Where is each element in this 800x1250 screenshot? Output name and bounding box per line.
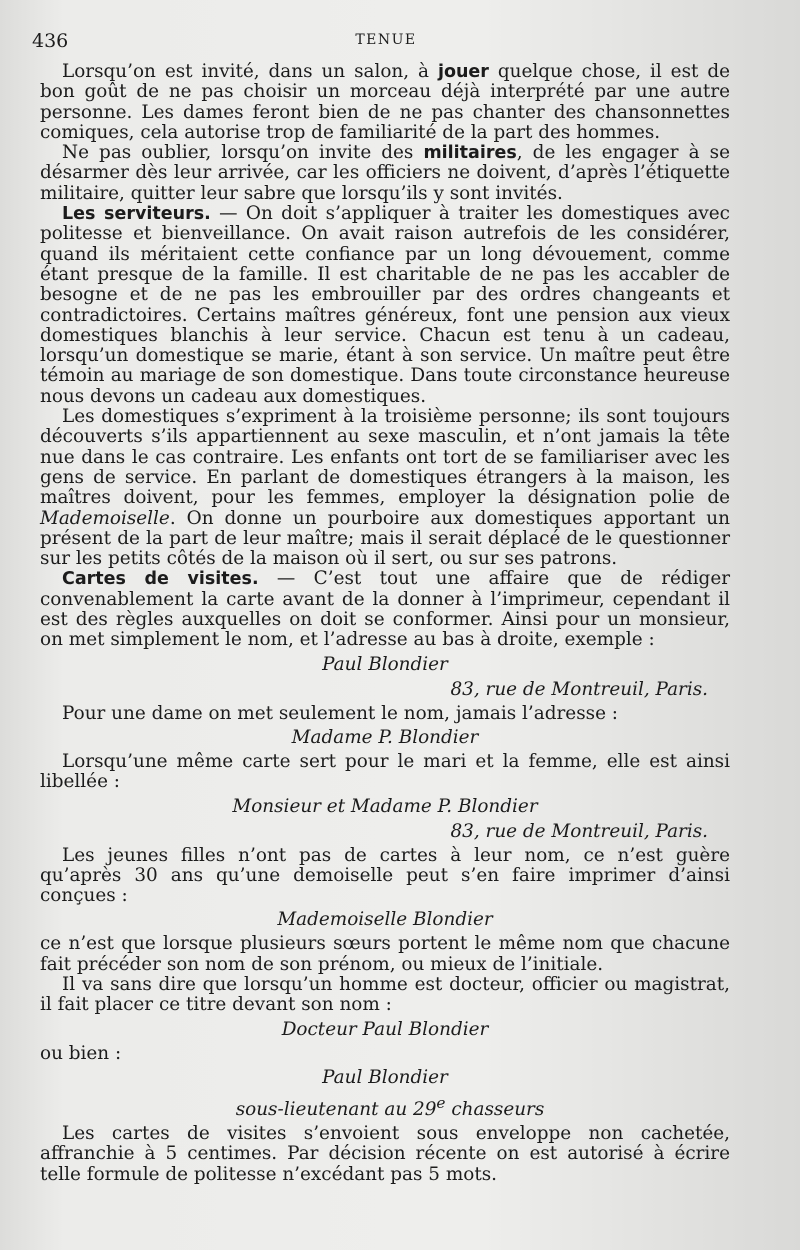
keyword-jouer: jouer — [437, 62, 489, 82]
page-number: 436 — [32, 30, 69, 52]
paragraph-domestiques — [40, 407, 730, 569]
italic-mademoiselle: Mademoiselle — [40, 507, 170, 529]
body-text — [40, 62, 730, 1185]
example-madame: Madame P. Blondier — [291, 726, 479, 748]
paragraph-serviteurs — [40, 204, 730, 407]
paragraph-docteur: Il va sans dire que lorsqu’un homme est docteur, officier ou magistrat, il fait placer ce titre devant son nom : — [40, 973, 730, 1016]
paragraph-jeunes-filles: Les jeunes filles n’ont pas de cartes à leur nom, ce n’est guère qu’après 30 ans qu’une demoiselle peut s’en faire imprimer d’ainsi conçues : — [40, 844, 730, 907]
section-heading-serviteurs: Les serviteurs. — [62, 204, 211, 225]
paragraph-mari-femme: Lorsqu’une même carte sert pour le mari et la femme, elle est ainsi libellée : — [40, 750, 730, 793]
example-couple-address: 83, rue de Montreuil, Paris. — [450, 820, 708, 842]
text-run: Lorsqu’on est invité, dans un salon, à — [62, 61, 438, 82]
example-docteur: Docteur Paul Blondier — [281, 1018, 489, 1040]
superscript: e — [436, 1093, 446, 1112]
page-header — [32, 30, 740, 54]
text-run: chasseurs — [445, 1099, 545, 1120]
paragraph-cartes — [40, 569, 730, 650]
paragraph-ou-bien: ou bien : — [40, 1042, 122, 1064]
paragraph-soeurs: ce n’est que lorsque plusieurs sœurs portent le même nom que chacune fait précéder son nom de son prénom, ou mieux de l’initiale. — [40, 933, 730, 975]
text-run: — C’est tout une affaire que de rédiger convenablement la carte avant de la donner à l’imprimeur, cependant il est des règles auxquelles on doit se conformer. Ainsi pour un monsieur, on met simplement le nom, et l’adresse au bas à droite, exemple : — [40, 568, 730, 651]
example-couple: Monsieur et Madame P. Blondier — [232, 795, 538, 817]
text-run: Les domestiques s’expriment à la troisième personne; ils sont toujours découverts s’ils appartiennent au sexe masculin, et n’ont jamais la tête nue dans le cas contraire. Les enfants ont tort de se familiariser avec les gens de service. En parlant de domestiques étrangers à la maison, les maîtres doivent, pour les femmes, employer la désignation polie de — [40, 406, 730, 509]
text-run: — On doit s’appliquer à traiter les domestiques avec politesse et bienveillance. On avait raison autrefois de les considérer, quand ils méritaient cette confiance par un long dévouement, comme étant presque de la famille. Il est charitable de ne pas les accabler de besogne et de ne pas les embrouiller par des ordres changeants et contradictoires. Certains maîtres généreux, font une pension aux vieux domestiques blanchis à leur service. Chacun est tenu à un cadeau, lorsqu’un domestique se marie, étant à son service. Un maître peut être témoin au mariage de son domestique. Dans toute circonstance heureuse nous devons un cadeau aux domestiques. — [40, 203, 730, 407]
text-run: , de les engager à se désarmer dès leur arrivée, car les officiers ne doivent, d’après l’étiquette militaire, quitter leur sabre que lorsqu’ils y sont invités. — [40, 142, 730, 204]
example-lieutenant-title — [40, 1092, 730, 1121]
example-name: Paul Blondier — [322, 653, 448, 675]
paragraph-militaires — [40, 143, 730, 204]
paragraph-dame: Pour une dame on met seulement le nom, jamais l’adresse : — [62, 702, 618, 724]
section-heading-cartes: Cartes de visites. — [62, 569, 259, 590]
example-address: 83, rue de Montreuil, Paris. — [450, 678, 708, 700]
text-run: sous-lieutenant au 29 — [235, 1099, 437, 1120]
text-run: Ne pas oublier, lorsqu’on invite des — [62, 142, 424, 164]
keyword-militaires: militaires — [423, 143, 517, 164]
paragraph-jouer — [40, 62, 730, 143]
running-head: TENUE — [355, 32, 417, 48]
example-mademoiselle: Mademoiselle Blondier — [277, 909, 493, 931]
text-run: . On donne un pourboire aux domestiques apportant un présent de la part de leur maître; mais il serait déplacé de le questionner sur les petits côtés de la maison où il sert, ou sur ses patrons. — [40, 507, 730, 570]
paragraph-envoi: Les cartes de visites s’envoient sous enveloppe non cachetée, affranchie à 5 centimes. Par décision récente on est autorisé à écrire telle formule de politesse n’excédant pas 5 mots. — [40, 1123, 730, 1185]
example-lieutenant-name: Paul Blondier — [322, 1066, 448, 1088]
text-run: quelque chose, il est de bon goût de ne pas choisir un morceau déjà interprété par une autre personne. Les dames feront bien de ne pas chanter des chansonnettes comiques, cela autorise trop de familiarité de la part des hommes. — [40, 61, 730, 143]
